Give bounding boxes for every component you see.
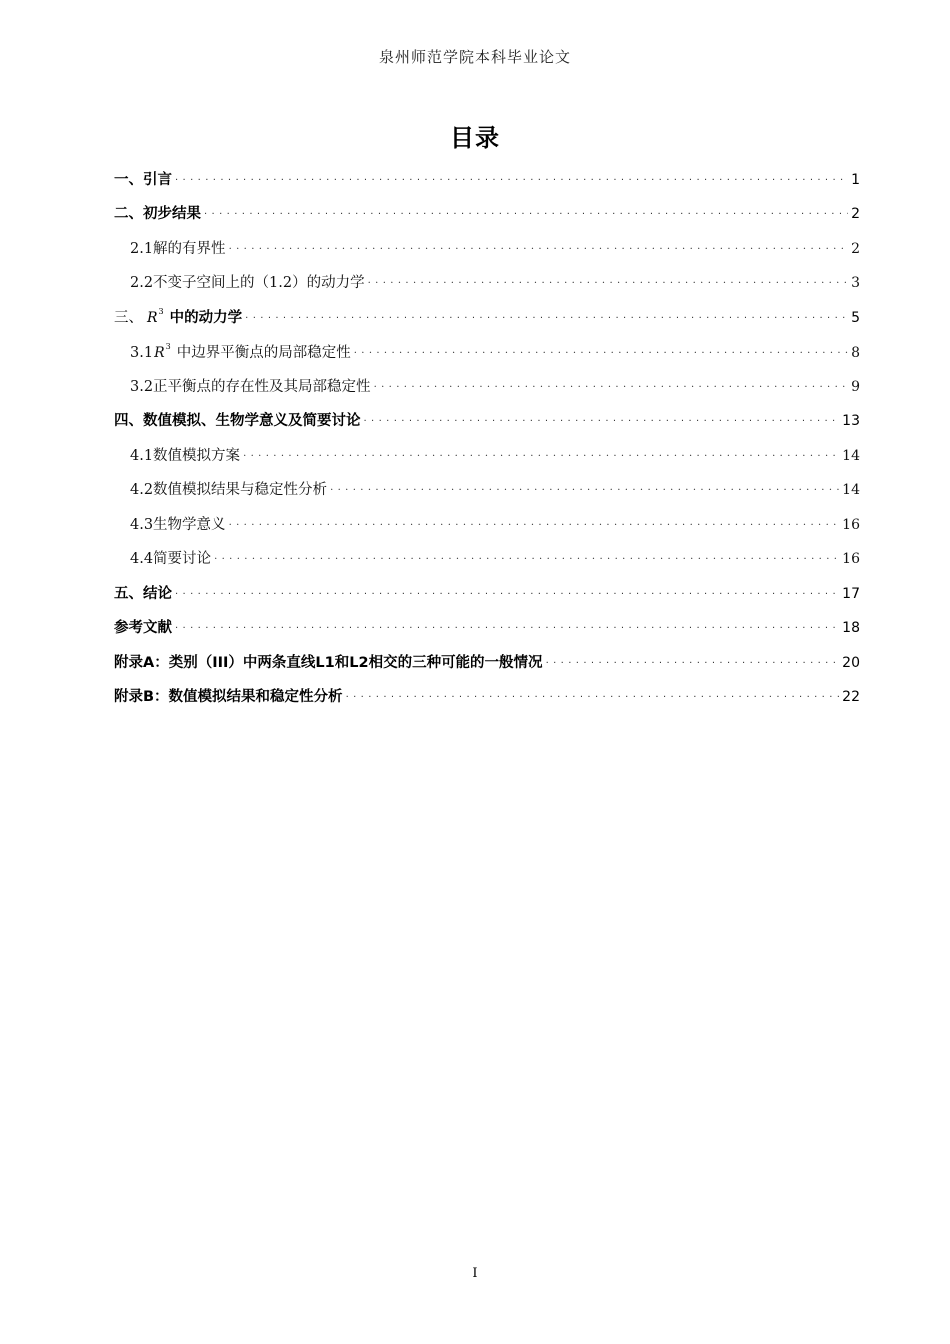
toc-entry-page: 18 (842, 620, 860, 636)
toc-entry-label: 附录B：数值模拟结果和稳定性分析 (114, 689, 343, 705)
toc-entry-page: 5 (851, 310, 860, 326)
math-base: R (147, 310, 158, 326)
toc-entry-prefix: 3.1 (130, 345, 154, 361)
toc-leader-dots (175, 618, 839, 638)
toc-entry-page: 13 (842, 413, 860, 429)
math-base: R (154, 345, 165, 361)
toc-entry-page: 1 (851, 172, 860, 188)
math-exponent: 3 (158, 307, 164, 316)
toc-entry-label: 4.4简要讨论 (130, 551, 212, 567)
toc-entry-page: 16 (842, 551, 860, 567)
toc-entry-label (130, 337, 351, 363)
toc-entry-label: 4.2数值模拟结果与稳定性分析 (130, 482, 328, 498)
toc-entry-label: 3.2正平衡点的存在性及其局部稳定性 (130, 379, 371, 395)
toc-entry-page: 3 (851, 275, 860, 291)
toc-entry-label: 二、初步结果 (114, 206, 201, 222)
toc-entry-3-1[interactable] (114, 335, 860, 363)
toc-entry-label: 4.1数值模拟方案 (130, 448, 241, 464)
toc-entry-label: 参考文献 (114, 620, 172, 636)
toc-entry-label: 一、引言 (114, 172, 172, 188)
toc-leader-dots (229, 239, 849, 259)
toc-entry-references[interactable] (114, 610, 860, 638)
toc-entry-2-2[interactable] (114, 265, 860, 293)
toc-entry-4-4[interactable] (114, 541, 860, 569)
toc-entry-label: 2.1解的有界性 (130, 241, 226, 257)
toc-leader-dots (346, 687, 840, 707)
toc-entry-introduction[interactable] (114, 162, 860, 190)
toc-entry-page: 14 (842, 482, 860, 498)
toc-leader-dots (214, 549, 839, 569)
toc-entry-label: 五、结论 (114, 586, 172, 602)
toc-leader-dots (243, 446, 839, 466)
toc-entry-page: 9 (851, 379, 860, 395)
toc-leader-dots (175, 584, 839, 604)
page-number: I (472, 1266, 478, 1281)
toc-leader-dots (175, 170, 848, 190)
toc-leader-dots (330, 480, 839, 500)
toc-entry-prefix: 三、 (114, 310, 143, 326)
toc-entry-preliminary-results[interactable] (114, 196, 860, 224)
toc-entry-page: 2 (851, 241, 860, 257)
toc-entry-4-1[interactable] (114, 438, 860, 466)
toc-entry-label: 四、数值模拟、生物学意义及简要讨论 (114, 413, 361, 429)
toc-entry-page: 16 (842, 517, 860, 533)
toc-title: 目录 (450, 124, 500, 152)
toc-entry-3-2[interactable] (114, 369, 860, 397)
math-exponent: 3 (165, 342, 171, 351)
toc-entry-page: 17 (842, 586, 860, 602)
running-header: 泉州师范学院本科毕业论文 (378, 48, 571, 66)
toc-entry-label: 4.3生物学意义 (130, 517, 226, 533)
toc-entry-numerical-simulation[interactable] (114, 403, 860, 431)
toc-entry-label (114, 302, 242, 328)
toc-leader-dots (229, 515, 840, 535)
toc-leader-dots (364, 411, 840, 431)
toc-leader-dots (354, 343, 848, 363)
toc-entry-suffix: 中边界平衡点的局部稳定性 (176, 345, 351, 361)
toc-entry-r3-dynamics[interactable] (114, 300, 860, 328)
toc-entry-page: 22 (842, 689, 860, 705)
toc-entry-conclusion[interactable] (114, 576, 860, 604)
toc-entry-label: 2.2不变子空间上的（1.2）的动力学 (130, 275, 365, 291)
toc-entry-appendix-b[interactable] (114, 679, 860, 707)
toc-leader-dots (204, 204, 848, 224)
toc-leader-dots (374, 377, 849, 397)
header-rule (114, 74, 860, 75)
toc-entry-page: 14 (842, 448, 860, 464)
toc-leader-dots (368, 273, 848, 293)
toc-entry-4-3[interactable] (114, 507, 860, 535)
toc-leader-dots (546, 653, 840, 673)
math-r3 (154, 342, 171, 361)
toc-entry-page: 2 (851, 206, 860, 222)
toc-entry-suffix: 中的动力学 (169, 310, 243, 326)
toc-entry-page: 8 (851, 345, 860, 361)
toc-leader-dots (245, 308, 848, 328)
toc-entry-label: 附录A：类别（III）中两条直线L1和L2相交的三种可能的一般情况 (114, 655, 543, 671)
toc-entry-2-1[interactable] (114, 231, 860, 259)
toc-entry-appendix-a[interactable] (114, 645, 860, 673)
toc-entry-page: 20 (842, 655, 860, 671)
toc-entry-4-2[interactable] (114, 472, 860, 500)
math-r3 (147, 307, 164, 326)
